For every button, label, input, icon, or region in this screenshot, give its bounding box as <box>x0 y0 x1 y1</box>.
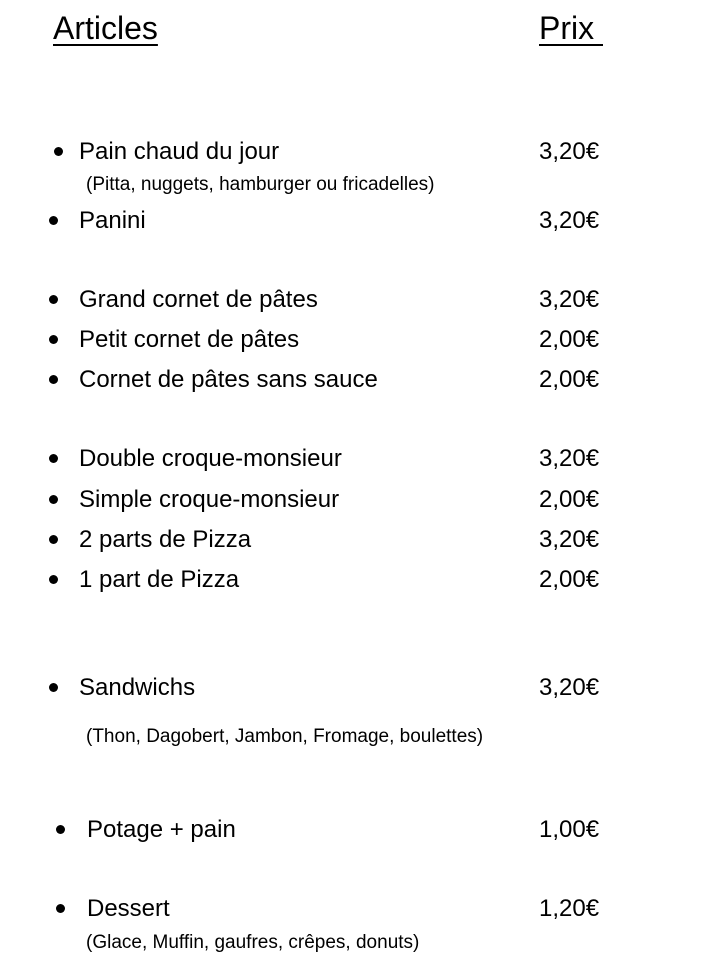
bullet-icon <box>49 495 58 504</box>
item-price: 2,00€ <box>539 366 600 393</box>
item-name: 1 part de Pizza <box>79 566 240 593</box>
menu-item-dessert <box>0 893 720 925</box>
item-name: Sandwichs <box>79 674 196 701</box>
item-name: Dessert <box>87 895 170 922</box>
item-price: 3,20€ <box>539 445 600 472</box>
menu-item-potage <box>0 814 720 846</box>
item-name: Pain chaud du jour <box>79 138 280 165</box>
menu-item-pain-chaud <box>0 136 720 168</box>
menu-item-grand-cornet <box>0 284 720 316</box>
menu-item-panini <box>0 205 720 237</box>
menu-item-sandwichs <box>0 672 720 704</box>
bullet-icon <box>49 454 58 463</box>
item-price: 3,20€ <box>539 138 600 165</box>
articles-heading: Articles <box>53 10 158 46</box>
item-price: 3,20€ <box>539 526 600 553</box>
item-note-dessert: (Glace, Muffin, gaufres, crêpes, donuts) <box>86 932 420 953</box>
bullet-icon <box>54 147 63 156</box>
item-price: 2,00€ <box>539 326 600 353</box>
item-price: 3,20€ <box>539 207 600 234</box>
item-price: 1,00€ <box>539 816 600 843</box>
item-price: 1,20€ <box>539 895 600 922</box>
bullet-icon <box>49 375 58 384</box>
item-price: 3,20€ <box>539 674 600 701</box>
item-name: Petit cornet de pâtes <box>79 326 300 353</box>
bullet-icon <box>56 904 65 913</box>
menu-item-simple-croque <box>0 484 720 516</box>
item-price: 2,00€ <box>539 486 600 513</box>
item-price: 2,00€ <box>539 566 600 593</box>
menu-item-2-parts-pizza <box>0 524 720 556</box>
bullet-icon <box>49 575 58 584</box>
item-name: Grand cornet de pâtes <box>79 286 318 313</box>
item-name: Panini <box>79 207 146 234</box>
item-name: Potage + pain <box>87 816 236 843</box>
bullet-icon <box>49 683 58 692</box>
item-name: Simple croque-monsieur <box>79 486 340 513</box>
bullet-icon <box>49 216 58 225</box>
menu-item-cornet-sans-sauce <box>0 364 720 396</box>
item-note-sandwichs: (Thon, Dagobert, Jambon, Fromage, boulettes) <box>86 726 484 747</box>
menu-item-petit-cornet <box>0 324 720 356</box>
bullet-icon <box>49 335 58 344</box>
bullet-icon <box>56 825 65 834</box>
item-name: Double croque-monsieur <box>79 445 342 472</box>
menu-item-1-part-pizza <box>0 564 720 596</box>
item-note-pain-chaud: (Pitta, nuggets, hamburger ou fricadelles) <box>86 174 435 195</box>
item-name: Cornet de pâtes sans sauce <box>79 366 378 393</box>
item-price: 3,20€ <box>539 286 600 313</box>
bullet-icon <box>49 295 58 304</box>
item-name: 2 parts de Pizza <box>79 526 252 553</box>
bullet-icon <box>49 535 58 544</box>
menu-item-double-croque <box>0 443 720 475</box>
prix-heading: Prix <box>539 10 603 46</box>
